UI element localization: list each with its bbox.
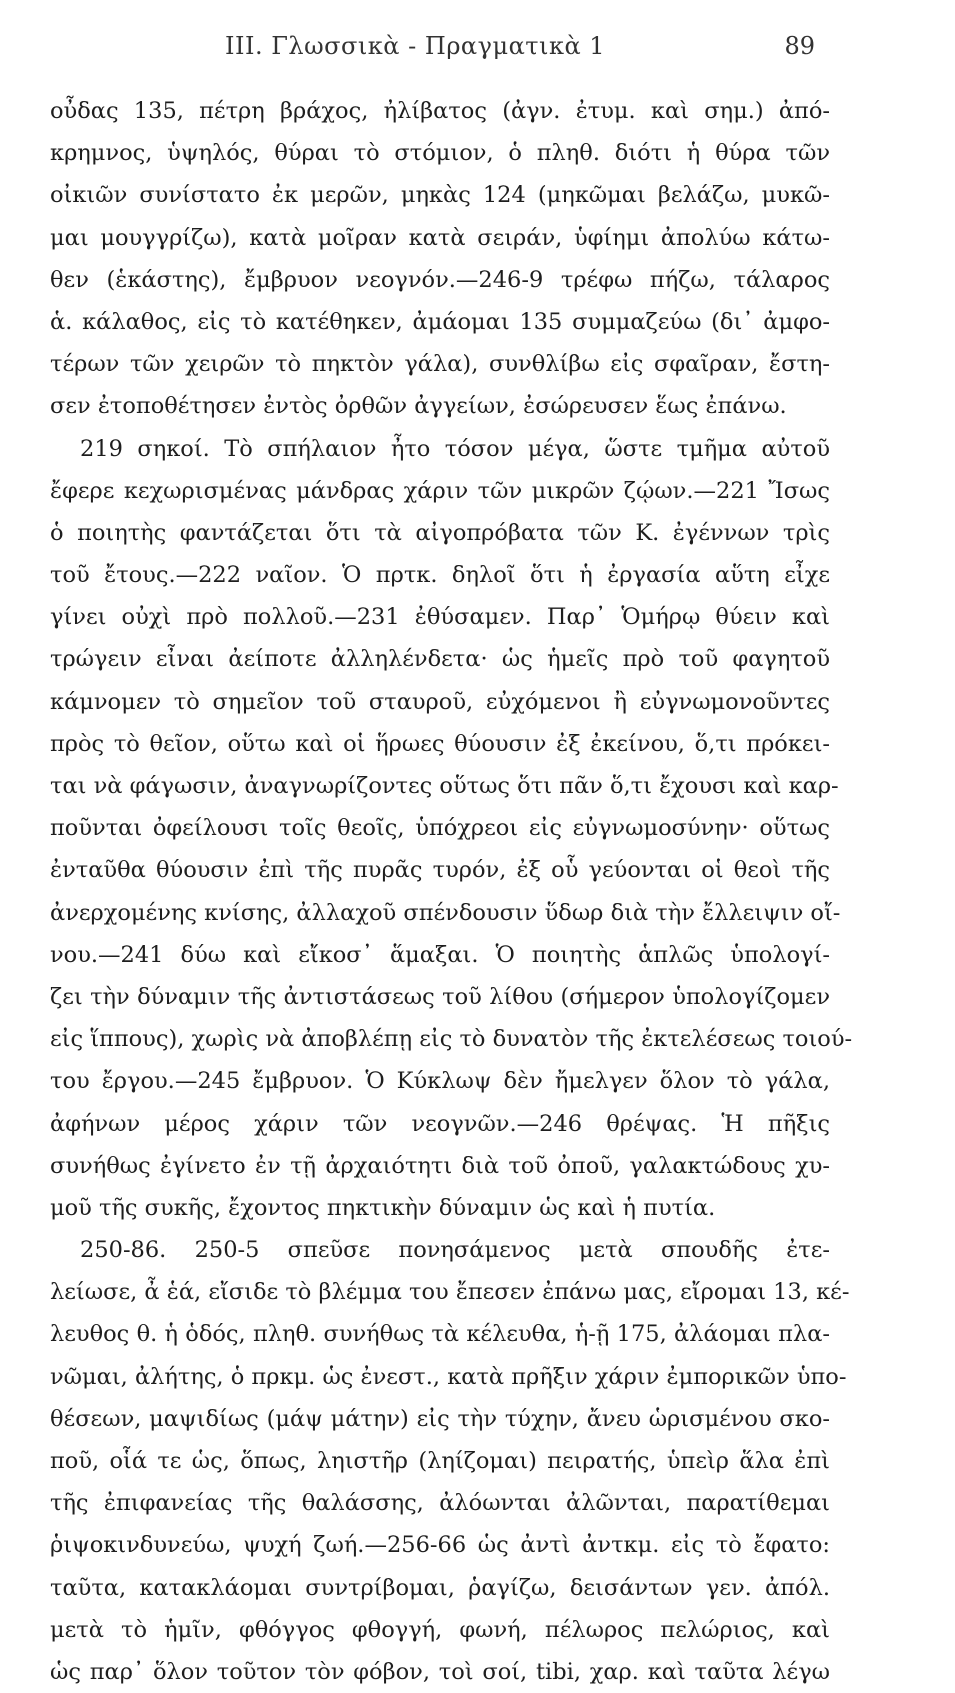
text-line: ἔφερε κεχωρισμένας μάνδρας χάριν τῶν μικρῶν ζῴων.—221 Ἴσως (50, 477, 830, 504)
text-line: ἀνερχομένης κνίσης, ἀλλαχοῦ σπένδουσιν ὕδωρ διὰ τὴν ἔλλειψιν οἴ- (50, 899, 841, 926)
text-line: σεν ἐτοποθέτησεν ἐντὸς ὀρθῶν ἀγγείων, ἐσώρευσεν ἕως ἐπάνω. (50, 393, 787, 420)
text-line: του ἔργου.—245 ἔμβρυον. Ὁ Κύκλωψ δὲν ἤμελγεν ὅλον τὸ γάλα, (50, 1068, 830, 1095)
text-line: μαι μουγγρίζω), κατὰ μοῖραν κατὰ σειράν, ὑφίημι ἀπολύω κάτω- (50, 224, 830, 251)
text-line: θεν (ἑκάστης), ἔμβρυον νεογνόν.—246-9 τρέφω πήζω, τάλαρος (50, 266, 830, 293)
text-line: ἐνταῦθα θύουσιν ἐπὶ τῆς πυρᾶς τυρόν, ἐξ οὗ γεύονται οἱ θεοὶ τῆς (50, 857, 830, 884)
text-line: λευθος θ. ἡ ὁδός, πληθ. συνήθως τὰ κέλευθα, ἡ-ῇ 175, ἀλάομαι πλα- (50, 1321, 830, 1348)
text-line: μοῦ τῆς συκῆς, ἔχοντος πηκτικὴν δύναμιν ὡς καὶ ἡ πυτία. (50, 1194, 716, 1221)
text-line: κάμνομεν τὸ σημεῖον τοῦ σταυροῦ, εὐχόμενοι ἢ εὐγνωμονοῦντες (50, 688, 830, 715)
text-line: εἰς ἵππους), χωρὶς νὰ ἀποβλέπῃ εἰς τὸ δυνατὸν τῆς ἐκτελέσεως τοιού- (50, 1026, 853, 1053)
text-line: τοῦ ἔτους.—222 ναῖον. Ὁ πρτκ. δηλοῖ ὅτι ἡ ἐργασία αὕτη εἶχε (50, 562, 830, 589)
text-line: 250-86. 250-5 σπεῦσε πονησάμενος μετὰ σπουδῆς ἐτε- (80, 1237, 830, 1264)
text-line: ἁ. κάλαθος, εἰς τὸ κατέθηκεν, ἀμάομαι 135 συμμαζεύω (δι᾽ ἀμφο- (50, 308, 830, 335)
text-line: οὖδας 135, πέτρη βράχος, ἠλίβατος (ἀγν. ἐτυμ. καὶ σημ.) ἀπό- (50, 98, 830, 124)
text-line: ὁ ποιητὴς φαντάζεται ὅτι τὰ αἰγοπρόβατα τῶν Κ. ἐγέννων τρὶς (50, 519, 830, 546)
text-line: γίνει οὐχὶ πρὸ πολλοῦ.—231 ἐθύσαμεν. Παρ᾽ Ὁμήρῳ θύειν καὶ (50, 604, 830, 631)
text-line: ταῦτα, κατακλάομαι συντρίβομαι, ῥαγίζω, δεισάντων γεν. ἀπόλ. (50, 1574, 830, 1601)
text-line: θέσεων, μαψιδίως (μάψ μάτην) εἰς τὴν τύχην, ἄνευ ὡρισμένου σκο- (50, 1405, 830, 1432)
commentary-text (50, 90, 853, 1693)
text-line: πρὸς τὸ θεῖον, οὕτω καὶ οἱ ἥρωες θύουσιν ἐξ ἐκείνου, ὅ,τι πρόκει- (50, 730, 830, 757)
text-line: νῶμαι, ἀλήτης, ὁ πρκμ. ὡς ἐνεστ., κατὰ πρῆξιν χάριν ἐμπορικῶν ὑπο- (50, 1363, 847, 1390)
text-line: ται νὰ φάγωσιν, ἀναγνωρίζοντες οὕτως ὅτι πᾶν ὅ,τι ἔχουσι καὶ καρ- (50, 773, 839, 799)
text-line: κρημνος, ὑψηλός, θύραι τὸ στόμιον, ὁ πληθ. διότι ἡ θύρα τῶν (50, 140, 830, 167)
text-line: τῆς ἐπιφανείας τῆς θαλάσσης, ἀλόωνται ἀλῶνται, παρατίθεμαι (50, 1490, 830, 1517)
text-line: τέρων τῶν χειρῶν τὸ πηκτὸν γάλα), συνθλίβω εἰς σφαῖραν, ἔστη- (50, 351, 830, 378)
text-line: οἰκιῶν συνίστατο ἐκ μερῶν, μηκὰς 124 (μηκῶμαι βελάζω, μυκῶ- (50, 182, 830, 209)
text-line: ποῦ, οἷά τε ὡς, ὅπως, ληιστῆρ (ληίζομαι) πειρατής, ὑπεὶρ ἅλα ἐπὶ (50, 1448, 830, 1474)
text-line: λείωσε, ἆ ἑά, εἴσιδε τὸ βλέμμα του ἔπεσεν ἐπάνω μας, εἴρομαι 13, κέ- (50, 1279, 850, 1306)
text-line: ὡς παρ᾽ ὅλον τοῦτον τὸν φόβον, τοὶ σοί, tibi, χαρ. καὶ ταῦτα λέγω (50, 1658, 830, 1685)
page-number: 89 (784, 32, 815, 60)
text-line: ἀφήνων μέρος χάριν τῶν νεογνῶν.—246 θρέψας. Ἡ πῆξις (50, 1110, 830, 1137)
text-line: μετὰ τὸ ἡμῖν, φθόγγος φθογγή, φωνή, πέλωρος πελώριος, καὶ (50, 1616, 830, 1643)
text-line: ποῦνται ὀφείλουσι τοῖς θεοῖς, ὑπόχρεοι εἰς εὐγνωμοσύνην· οὕτως (50, 815, 830, 842)
text-line: συνήθως ἐγίνετο ἐν τῇ ἀρχαιότητι διὰ τοῦ ὀποῦ, γαλακτώδους χυ- (50, 1152, 830, 1179)
text-line: νου.—241 δύω καὶ εἴκοσ᾽ ἅμαξαι. Ὁ ποιητὴς ἁπλῶς ὑπολογί- (50, 941, 830, 968)
text-line: ῥιψοκινδυνεύω, ψυχή ζωή.—256-66 ὡς ἀντὶ ἀντκμ. εἰς τὸ ἔφατο: (50, 1532, 830, 1559)
header-title: III. Γλωσσικὰ - Πραγματικὰ 1 (225, 32, 606, 60)
text-line: τρώγειν εἶναι ἀείποτε ἀλληλένδετα· ὡς ἡμεῖς πρὸ τοῦ φαγητοῦ (50, 646, 830, 673)
text-line: ζει τὴν δύναμιν τῆς ἀντιστάσεως τοῦ λίθου (σήμερον ὑπολογίζομεν (50, 983, 830, 1010)
text-line: 219 σηκοί. Τὸ σπήλαιον ἦτο τόσον μέγα, ὥστε τμῆμα αὐτοῦ (80, 435, 830, 462)
running-header (0, 28, 955, 68)
